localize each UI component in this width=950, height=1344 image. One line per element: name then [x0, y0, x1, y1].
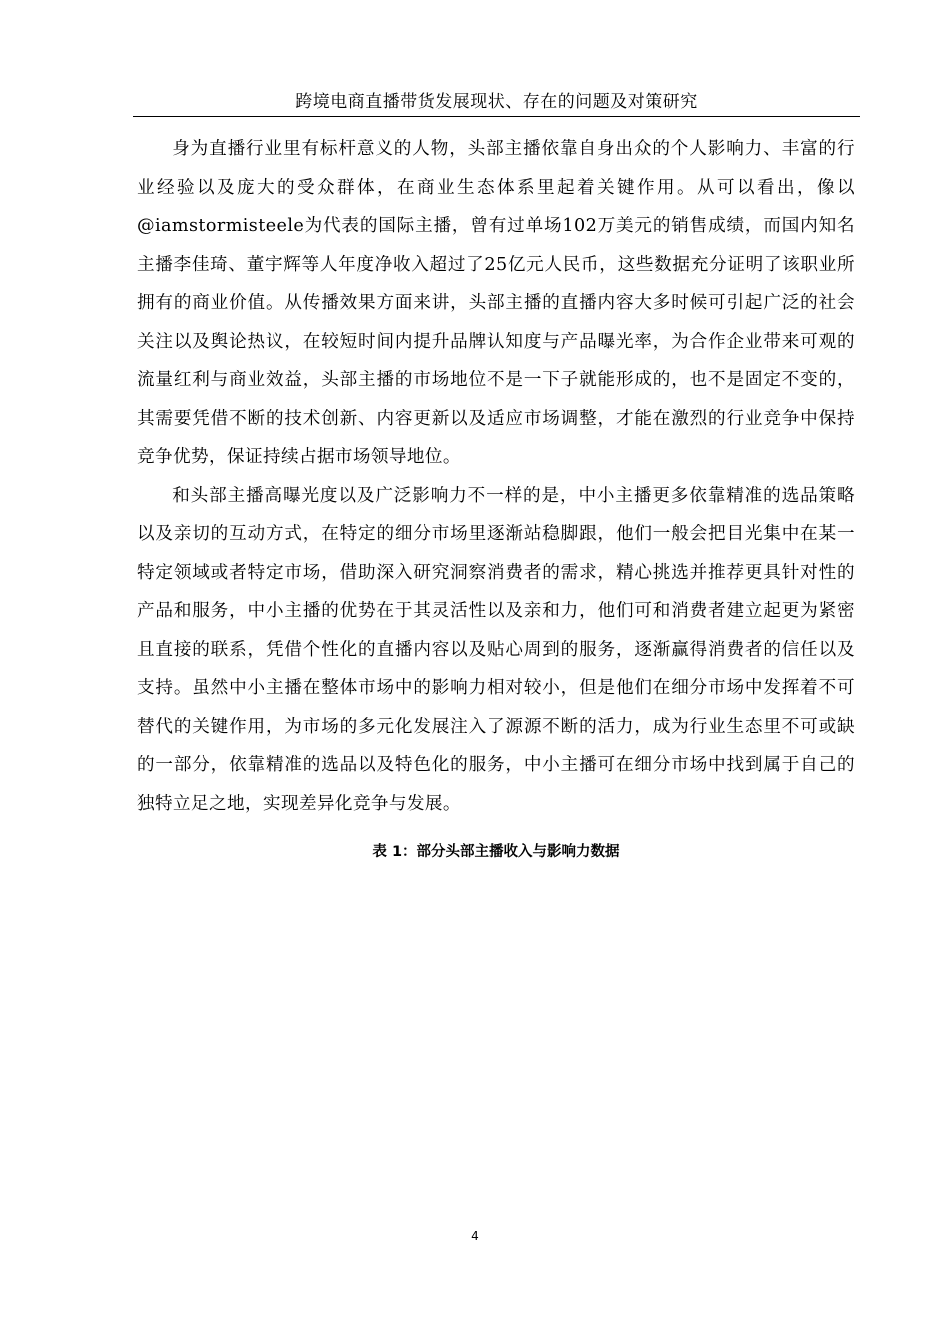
running-header: 跨境电商直播带货发展现状、存在的问题及对策研究: [133, 90, 860, 117]
page-number: 4: [471, 1229, 479, 1243]
table-caption: 表 1：部分头部主播收入与影响力数据: [372, 844, 620, 860]
paragraph-small-anchors: 和头部主播高曝光度以及广泛影响力不一样的是，中小主播更多依靠精准的选品策略以及亲切的互动方式，在特定的细分市场里逐渐站稳脚跟，他们一般会把目光集中在某一特定领域或者特定市场，借助深入研究洞察消费者的需求，精心挑选并推荐更具针对性的产品和服务，中小主播的优势在于其灵活性以及亲和力，他们可和消费者建立起更为紧密且直接的联系，凭借个性化的直播内容以及贴心周到的服务，逐渐赢得消费者的信任以及支持。虽然中小主播在整体市场中的影响力相对较小，但是他们在细分市场中发挥着不可替代的关键作用，为市场的多元化发展注入了源源不断的活力，成为行业生态里不可或缺的一部分，依靠精准的选品以及特色化的服务，中小主播可在细分市场中找到属于自己的独特立足之地，实现差异化竞争与发展。: [137, 485, 855, 814]
paragraph-top-anchors: 身为直播行业里有标杆意义的人物，头部主播依靠自身出众的个人影响力、丰富的行业经验以及庞大的受众群体，在商业生态体系里起着关键作用。从可以看出，像以@iamstormisteele为代表的国际主播，曾有过单场102万美元的销售成绩，而国内知名主播李佳琦、董宇辉等人年度净收入超过了25亿元人民币，这些数据充分证明了该职业所拥有的商业价值。从传播效果方面来讲，头部主播的直播内容大多时候可引起广泛的社会关注以及舆论热议，在较短时间内提升品牌认知度与产品曝光率，为合作企业带来可观的流量红利与商业效益，头部主播的市场地位不是一下子就能形成的，也不是固定不变的，其需要凭借不断的技术创新、内容更新以及适应市场调整，才能在激烈的行业竞争中保持竞争优势，保证持续占据市场领导地位。: [137, 139, 855, 467]
body-text: [137, 130, 855, 823]
